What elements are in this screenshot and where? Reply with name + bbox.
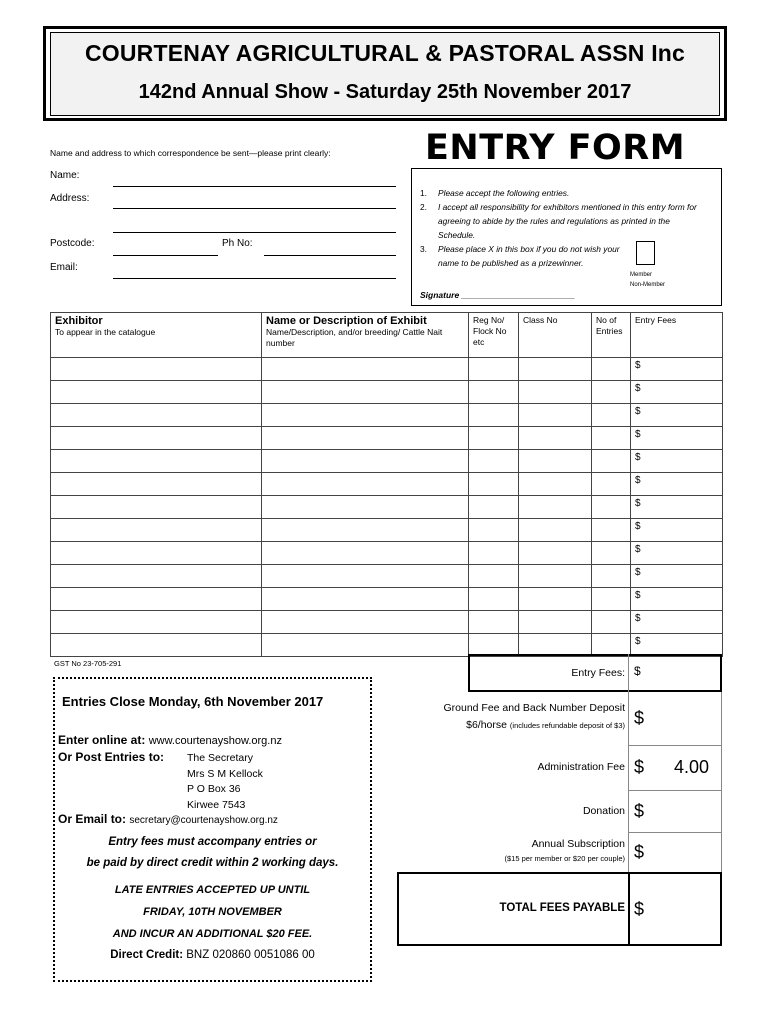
exhibitor-cell[interactable] (51, 542, 262, 565)
header-description-sub: Name/Description, and/or breeding/ Cattle Nait number (266, 327, 443, 348)
postcode-label: Postcode: (50, 238, 95, 249)
ground-fee-note: (includes refundable deposit of $3) (509, 721, 625, 730)
name-label: Name: (50, 170, 80, 181)
entry-fees-divider (628, 654, 629, 692)
reg-no-cell[interactable] (469, 588, 519, 611)
no-entries-cell[interactable] (592, 427, 631, 450)
subscription-label: Annual Subscription (531, 838, 625, 850)
post-address-line-2: Mrs S M Kellock (187, 767, 263, 780)
header-exhibitor-title: Exhibitor (55, 315, 103, 327)
no-entries-cell[interactable] (592, 358, 631, 381)
entry-fee-cell[interactable] (631, 542, 723, 565)
contact-instruction: Name and address to which correspondence be sent—please print clearly: (50, 148, 331, 158)
entry-fee-currency: $ (635, 544, 641, 555)
fees-note-1: Entry fees must accompany entries or (108, 836, 317, 848)
entry-fees-label: Entry Fees: (571, 667, 625, 679)
class-no-cell[interactable] (519, 611, 592, 634)
donation-label: Donation (582, 805, 625, 817)
table-row (51, 404, 723, 427)
description-cell[interactable] (262, 473, 469, 496)
class-no-cell[interactable] (519, 588, 592, 611)
reg-no-cell[interactable] (469, 404, 519, 427)
no-entries-cell[interactable] (592, 519, 631, 542)
ground-fee-rate-row (400, 719, 625, 731)
header-exhibitor (51, 313, 262, 358)
entry-fee-currency: $ (635, 406, 641, 417)
entry-fee-currency: $ (635, 498, 641, 509)
entry-fee-currency: $ (635, 521, 641, 532)
no-entries-cell[interactable] (592, 496, 631, 519)
online-url[interactable]: www.courtenayshow.org.nz (148, 735, 282, 747)
class-no-cell[interactable] (519, 450, 592, 473)
email-field[interactable] (113, 278, 396, 279)
term-3-number: 3. (420, 244, 427, 254)
header-entry-fees (631, 313, 723, 358)
organisation-title: COURTENAY AGRICULTURAL & PASTORAL ASSN Inc (84, 40, 686, 66)
address-field-line-1[interactable] (113, 208, 396, 209)
address-field-line-2[interactable] (113, 232, 396, 233)
post-address-line-4: Kirwee 7543 (187, 798, 246, 811)
online-label: Enter online at: (58, 733, 146, 747)
table-row (51, 473, 723, 496)
entries-table (50, 312, 723, 657)
phone-field[interactable] (264, 255, 396, 256)
header-class-no-text: Class No (523, 315, 558, 325)
entry-fees-currency: $ (634, 664, 641, 678)
description-cell[interactable] (262, 381, 469, 404)
no-entries-cell[interactable] (592, 381, 631, 404)
entry-fee-cell[interactable] (631, 404, 723, 427)
exhibitor-cell[interactable] (51, 519, 262, 542)
entry-fee-cell[interactable] (631, 473, 723, 496)
form-title: ENTRY FORM (425, 128, 686, 168)
entry-fee-currency: $ (635, 590, 641, 601)
show-subtitle: 142nd Annual Show - Saturday 25th November 2017 (138, 81, 632, 103)
table-row (51, 542, 723, 565)
exhibitor-cell[interactable] (51, 634, 262, 657)
email-label: Email: (50, 262, 78, 273)
table-header-row (51, 313, 723, 358)
reg-no-cell[interactable] (469, 358, 519, 381)
post-address-line-1: The Secretary (187, 752, 253, 764)
exhibitor-cell[interactable] (51, 427, 262, 450)
entry-fee-currency: $ (635, 567, 641, 578)
class-no-cell[interactable] (519, 473, 592, 496)
reg-no-cell[interactable] (469, 427, 519, 450)
table-row (51, 565, 723, 588)
entry-fee-cell[interactable] (631, 611, 723, 634)
post-label: Or Post Entries to: (58, 750, 165, 764)
no-entries-cell[interactable] (592, 565, 631, 588)
class-no-cell[interactable] (519, 404, 592, 427)
signature-field[interactable]: Signature ________________________ (420, 290, 576, 300)
class-no-cell[interactable] (519, 496, 592, 519)
class-no-cell[interactable] (519, 565, 592, 588)
exhibitor-cell[interactable] (51, 404, 262, 427)
total-fees-currency: $ (634, 899, 645, 919)
header-reg-no (469, 313, 519, 358)
total-fees-label: TOTAL FEES PAYABLE (499, 902, 625, 914)
term-1 (420, 186, 710, 200)
header-exhibitor-sub: To appear in the catalogue (55, 327, 156, 337)
entry-fee-currency: $ (635, 429, 641, 440)
exhibitor-cell[interactable] (51, 381, 262, 404)
ground-fee-rate: $6/horse (466, 719, 507, 731)
header-no-entries-text: No of Entries (596, 315, 623, 336)
exhibitor-cell[interactable] (51, 358, 262, 381)
table-row (51, 496, 723, 519)
reg-no-cell[interactable] (469, 381, 519, 404)
header-description (262, 313, 469, 358)
description-cell[interactable] (262, 588, 469, 611)
direct-credit-row (53, 949, 372, 961)
post-address-line-3: P O Box 36 (187, 783, 241, 795)
no-entries-cell[interactable] (592, 473, 631, 496)
email-info-label: Or Email to: (58, 812, 127, 826)
description-cell[interactable] (262, 358, 469, 381)
term-1-number: 1. (420, 188, 427, 198)
donation-currency: $ (634, 801, 645, 821)
description-cell[interactable] (262, 519, 469, 542)
class-no-cell[interactable] (519, 542, 592, 565)
reg-no-cell[interactable] (469, 542, 519, 565)
late-entries-1: LATE ENTRIES ACCEPTED UP UNTIL (114, 884, 311, 896)
online-row (58, 733, 282, 747)
entry-fee-currency: $ (635, 475, 641, 486)
reg-no-cell[interactable] (469, 473, 519, 496)
entry-fee-cell[interactable] (631, 450, 723, 473)
reg-no-cell[interactable] (469, 611, 519, 634)
email-row (58, 812, 278, 826)
description-cell[interactable] (262, 427, 469, 450)
term-3 (420, 242, 630, 270)
table-row (51, 358, 723, 381)
direct-credit-label: Direct Credit: (110, 949, 184, 961)
admin-fee-currency: $ (634, 757, 645, 777)
fees-row-divider-1 (628, 745, 722, 746)
description-cell[interactable] (262, 611, 469, 634)
entry-fee-cell[interactable] (631, 565, 723, 588)
header-reg-no-text: Reg No/ Flock No etc (473, 315, 507, 347)
description-cell[interactable] (262, 450, 469, 473)
entry-fee-cell[interactable] (631, 381, 723, 404)
fees-row-divider-2 (628, 790, 722, 791)
entry-fee-cell[interactable] (631, 496, 723, 519)
fees-note-2: be paid by direct credit within 2 working days. (86, 857, 339, 869)
table-row (51, 519, 723, 542)
no-entries-cell[interactable] (592, 542, 631, 565)
entry-fee-cell[interactable] (631, 588, 723, 611)
no-entries-cell[interactable] (592, 588, 631, 611)
term-3-text: Please place X in this box if you do not wish your name to be published as a prizewinner. (438, 244, 620, 268)
reg-no-cell[interactable] (469, 565, 519, 588)
description-cell[interactable] (262, 404, 469, 427)
class-no-cell[interactable] (519, 427, 592, 450)
header-no-entries (592, 313, 631, 358)
admin-fee-label: Administration Fee (537, 761, 625, 773)
ground-fee-label: Ground Fee and Back Number Deposit (443, 702, 625, 714)
phone-label: Ph No: (222, 238, 253, 249)
no-entries-cell[interactable] (592, 611, 631, 634)
class-no-cell[interactable] (519, 358, 592, 381)
header-entry-fees-text: Entry Fees (635, 315, 677, 325)
table-row (51, 588, 723, 611)
entry-fee-currency: $ (635, 360, 641, 371)
entry-fee-currency: $ (635, 452, 641, 463)
reg-no-cell[interactable] (469, 450, 519, 473)
direct-credit-value: BNZ 020860 0051086 00 (186, 949, 315, 961)
no-entries-cell[interactable] (592, 404, 631, 427)
prizewinner-opt-out-checkbox[interactable] (636, 241, 655, 265)
ground-fee-currency: $ (634, 708, 645, 728)
entry-fee-currency: $ (635, 383, 641, 394)
term-2-text: I accept all responsibility for exhibitors mentioned in this entry form for agreeing to abide by the rules and regulations as printed in the Schedule. (438, 202, 697, 240)
gst-number: GST No 23-705-291 (54, 659, 122, 668)
exhibitor-cell[interactable] (51, 611, 262, 634)
exhibitor-cell[interactable] (51, 450, 262, 473)
reg-no-cell[interactable] (469, 519, 519, 542)
entry-fee-cell[interactable] (631, 358, 723, 381)
exhibitor-cell[interactable] (51, 588, 262, 611)
address-label: Address: (50, 193, 90, 204)
exhibitor-cell[interactable] (51, 473, 262, 496)
subscription-note: ($15 per member or $20 per couple) (504, 854, 625, 863)
entry-fee-currency: $ (635, 636, 641, 647)
description-cell[interactable] (262, 496, 469, 519)
entry-fee-cell[interactable] (631, 427, 723, 450)
exhibitor-cell[interactable] (51, 496, 262, 519)
member-label: Member (630, 272, 653, 278)
late-entries-3: AND INCUR AN ADDITIONAL $20 FEE. (112, 928, 313, 940)
exhibitor-cell[interactable] (51, 565, 262, 588)
table-row (51, 611, 723, 634)
name-field[interactable] (113, 186, 396, 187)
description-cell[interactable] (262, 634, 469, 657)
total-fees-divider (628, 872, 630, 946)
header-class-no (519, 313, 592, 358)
late-entries-2: FRIDAY, 10TH NOVEMBER (143, 906, 282, 918)
reg-no-cell[interactable] (469, 496, 519, 519)
class-no-cell[interactable] (519, 519, 592, 542)
entry-fee-cell[interactable] (631, 519, 723, 542)
term-2 (420, 200, 710, 242)
entries-close: Entries Close Monday, 6th November 2017 (62, 694, 324, 709)
description-cell[interactable] (262, 542, 469, 565)
email-info-value[interactable]: secretary@courtenayshow.org.nz (129, 815, 278, 826)
term-1-text: Please accept the following entries. (438, 188, 570, 198)
subscription-currency: $ (634, 842, 645, 862)
non-member-label: Non-Member (630, 282, 666, 288)
class-no-cell[interactable] (519, 381, 592, 404)
description-cell[interactable] (262, 565, 469, 588)
table-row (51, 427, 723, 450)
no-entries-cell[interactable] (592, 450, 631, 473)
post-address (187, 751, 263, 813)
header-description-title: Name or Description of Exhibit (266, 315, 427, 327)
table-row (51, 381, 723, 404)
postcode-field[interactable] (113, 255, 218, 256)
table-row (51, 450, 723, 473)
admin-fee-value: 4.00 (674, 757, 710, 777)
fees-row-divider-3 (628, 832, 722, 833)
entry-fee-currency: $ (635, 613, 641, 624)
term-2-number: 2. (420, 202, 427, 212)
